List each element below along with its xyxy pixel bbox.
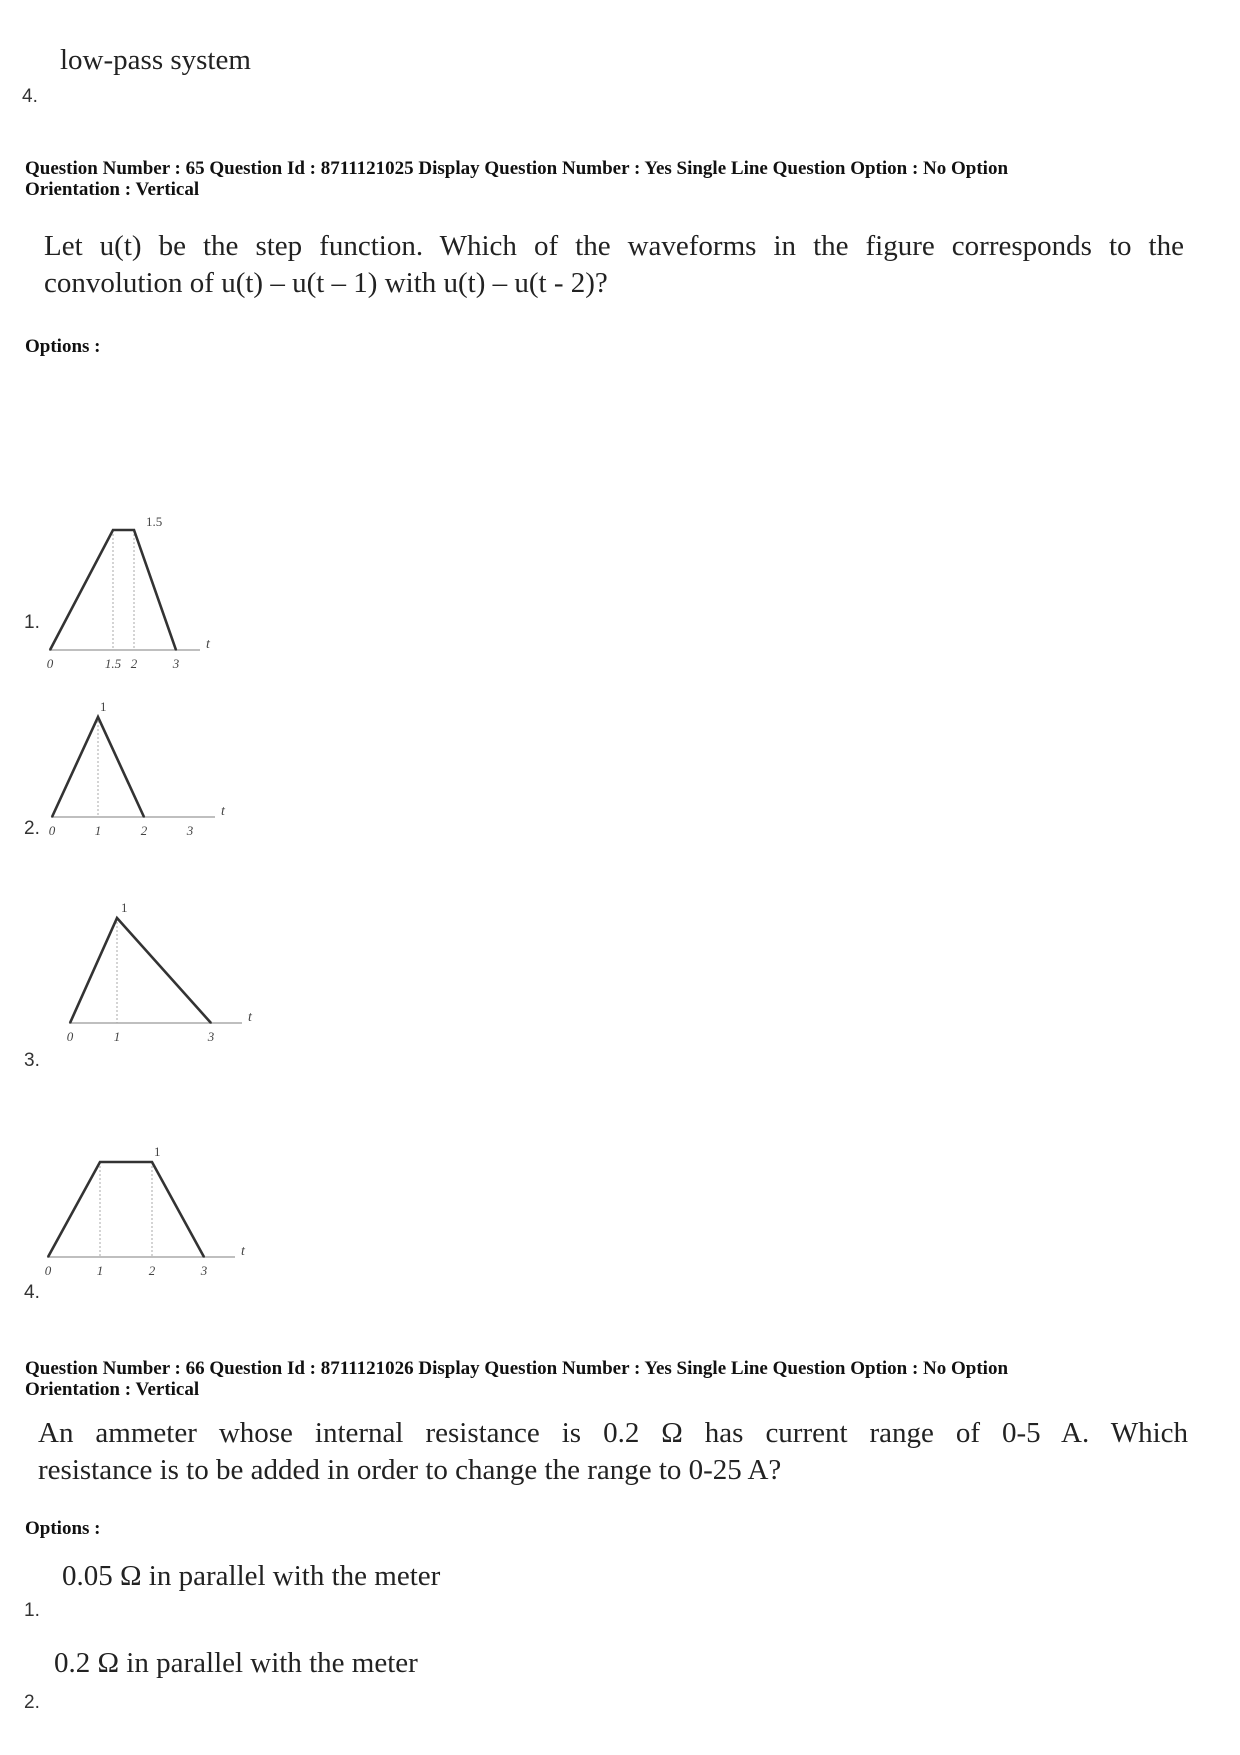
tick-label: 2: [148, 1263, 156, 1278]
peak-label: 1.5: [146, 514, 163, 529]
q65-meta-line1: Question Number : 65 Question Id : 8711121025 Display Question Number : Yes Single Line Question Option : No Option: [25, 158, 1009, 179]
q65-option-2-number: 2.: [24, 818, 40, 839]
waveform-point: [112, 529, 114, 531]
tick-label: 2: [130, 656, 138, 671]
q66-meta-line2: Orientation : Vertical: [25, 1379, 200, 1400]
tick-label: 0: [44, 1263, 52, 1278]
waveform-point: [97, 716, 99, 718]
tick-label: 3: [200, 1263, 208, 1278]
waveform-point: [151, 1161, 153, 1163]
q65-option-4-number: 4.: [24, 1282, 40, 1303]
q65-question-text: [44, 228, 1184, 302]
q65-metadata: [25, 158, 1225, 200]
q65-options-label: Options :: [25, 336, 101, 357]
peak-label: 1: [100, 699, 107, 714]
q66-option-2-number: 2.: [24, 1692, 40, 1713]
q65-option-2-chart[interactable]: [40, 665, 260, 838]
prev-option-4-text: low-pass system: [60, 44, 251, 76]
tick-label: 1.5: [104, 656, 122, 671]
q66-meta-line1: Question Number : 66 Question Id : 8711121026 Display Question Number : Yes Single Line Question Option : No Option: [25, 1358, 1009, 1379]
tick-label: 3: [186, 823, 194, 838]
axis-label-t: t: [241, 1244, 245, 1259]
q66-option-1-number: 1.: [24, 1600, 40, 1621]
axis-label-t: t: [248, 1010, 252, 1025]
waveform-point: [143, 816, 145, 818]
tick-label: 1: [113, 1029, 121, 1044]
waveform-line: [48, 1162, 204, 1257]
q65-option-4-chart[interactable]: [40, 1100, 280, 1280]
waveform-point: [175, 649, 177, 651]
q66-option-1-text[interactable]: 0.05 Ω in parallel with the meter: [62, 1560, 441, 1592]
tick-label: 1: [94, 823, 102, 838]
q66-metadata: [25, 1358, 1225, 1400]
waveform-point: [210, 1022, 212, 1024]
waveform-point: [51, 816, 53, 818]
q66-text-line1: An ammeter whose internal resistance is 0.2 Ω has current range of 0-5 A. Which: [38, 1417, 1188, 1449]
tick-label: 0: [66, 1029, 74, 1044]
prev-option-4-number: 4.: [22, 86, 38, 107]
axis-label-t: t: [206, 637, 210, 652]
tick-label: 3: [207, 1029, 215, 1044]
q66-text-line2: resistance is to be added in order to change the range to 0-25 A?: [38, 1454, 782, 1486]
axis-label-t: t: [221, 804, 225, 819]
waveform-point: [99, 1161, 101, 1163]
q66-options-label: Options :: [25, 1518, 101, 1539]
tick-label: 3: [172, 656, 180, 671]
tick-label: 1: [96, 1263, 104, 1278]
q65-text-line1: Let u(t) be the step function. Which of the waveforms in the figure corresponds to the: [44, 230, 1184, 262]
peak-label: 1: [154, 1144, 161, 1159]
waveform-line: [70, 918, 211, 1023]
q65-meta-line2: Orientation : Vertical: [25, 179, 200, 200]
q66-option-2-text[interactable]: 0.2 Ω in parallel with the meter: [54, 1647, 418, 1679]
q65-option-3-chart[interactable]: [60, 885, 290, 1045]
peak-label: 1: [121, 900, 128, 915]
tick-label: 2: [140, 823, 148, 838]
waveform-point: [69, 1022, 71, 1024]
waveform-point: [49, 649, 51, 651]
q66-question-text: [38, 1415, 1188, 1489]
tick-label: 0: [48, 823, 56, 838]
tick-label: 0: [46, 656, 54, 671]
q65-option-1-chart[interactable]: [40, 405, 240, 671]
waveform-point: [47, 1256, 49, 1258]
waveform-point: [116, 917, 118, 919]
q65-option-1-number: 1.: [24, 612, 40, 633]
q65-option-3-number: 3.: [24, 1050, 40, 1071]
waveform-point: [203, 1256, 205, 1258]
waveform-point: [133, 529, 135, 531]
q65-text-line2: convolution of u(t) – u(t – 1) with u(t) – u(t - 2)?: [44, 267, 608, 299]
